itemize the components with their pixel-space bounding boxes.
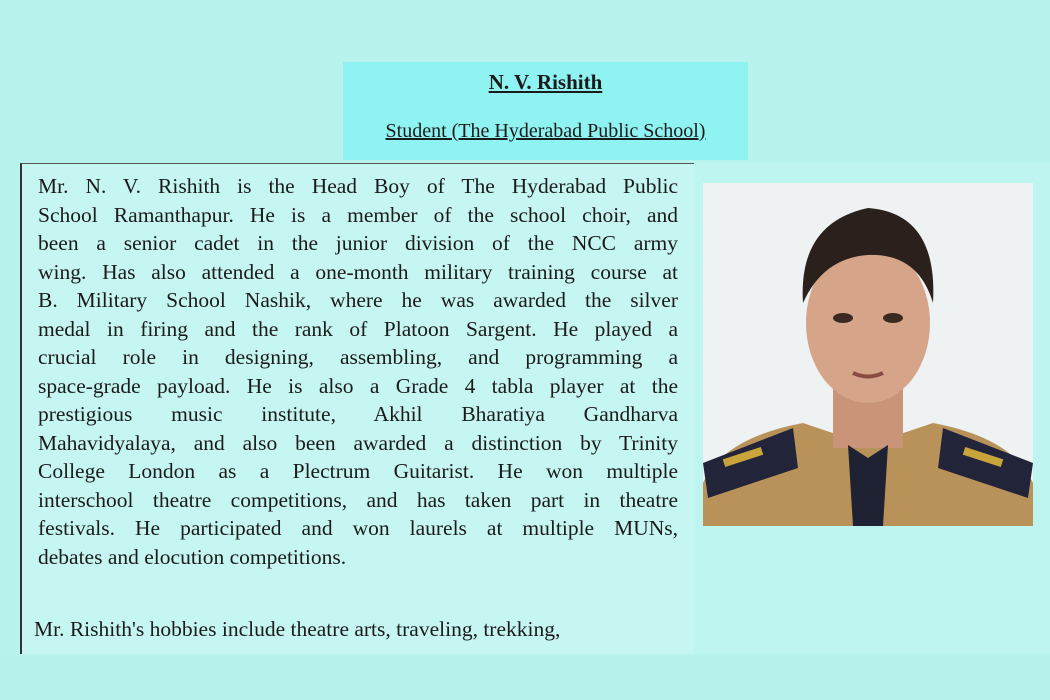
slide-bottom-margin <box>0 655 1050 700</box>
portrait-image <box>703 183 1033 526</box>
bio-line: wing. Has also attended a one-month military training course at <box>38 259 678 284</box>
person-name: N. V. Rishith <box>488 70 603 94</box>
bio-line: festivals. He participated and won laurels at multiple MUNs, <box>38 516 678 540</box>
bio-line: School Ramanthapur. He is a member of the school choir, and <box>38 202 678 227</box>
bio-line: debates and elocution competitions. <box>38 544 347 569</box>
biography-text <box>38 172 678 571</box>
bio-line: Mr. N. V. Rishith is the Head Boy of The Hyderabad Public <box>38 174 678 198</box>
bio-line: medal in firing and the rank of Platoon Sargent. He played a <box>38 316 678 341</box>
title-banner <box>343 62 748 160</box>
biography-box <box>20 163 696 654</box>
bio-line: been a senior cadet in the junior division of the NCC army <box>38 231 678 255</box>
bio-line: Mahavidyalaya, and also been awarded a distinction by Trinity <box>38 430 678 455</box>
bio-line: space-grade payload. He is also a Grade 4 tabla player at the <box>38 373 678 398</box>
portrait-photo <box>703 183 1033 526</box>
person-subtitle: Student (The Hyderabad Public School) <box>385 120 706 142</box>
bio-line: crucial role in designing, assembling, and programming a <box>38 345 678 369</box>
hobbies-text: Mr. Rishith's hobbies include theatre arts, traveling, trekking, <box>34 617 561 641</box>
bio-line: College London as a Plectrum Guitarist. He won multiple <box>38 459 678 483</box>
bio-line: interschool theatre competitions, and has taken part in theatre <box>38 487 678 512</box>
bio-line: B. Military School Nashik, where he was awarded the silver <box>38 288 678 312</box>
bio-line: prestigious music institute, Akhil Bharatiya Gandharva <box>38 402 678 426</box>
